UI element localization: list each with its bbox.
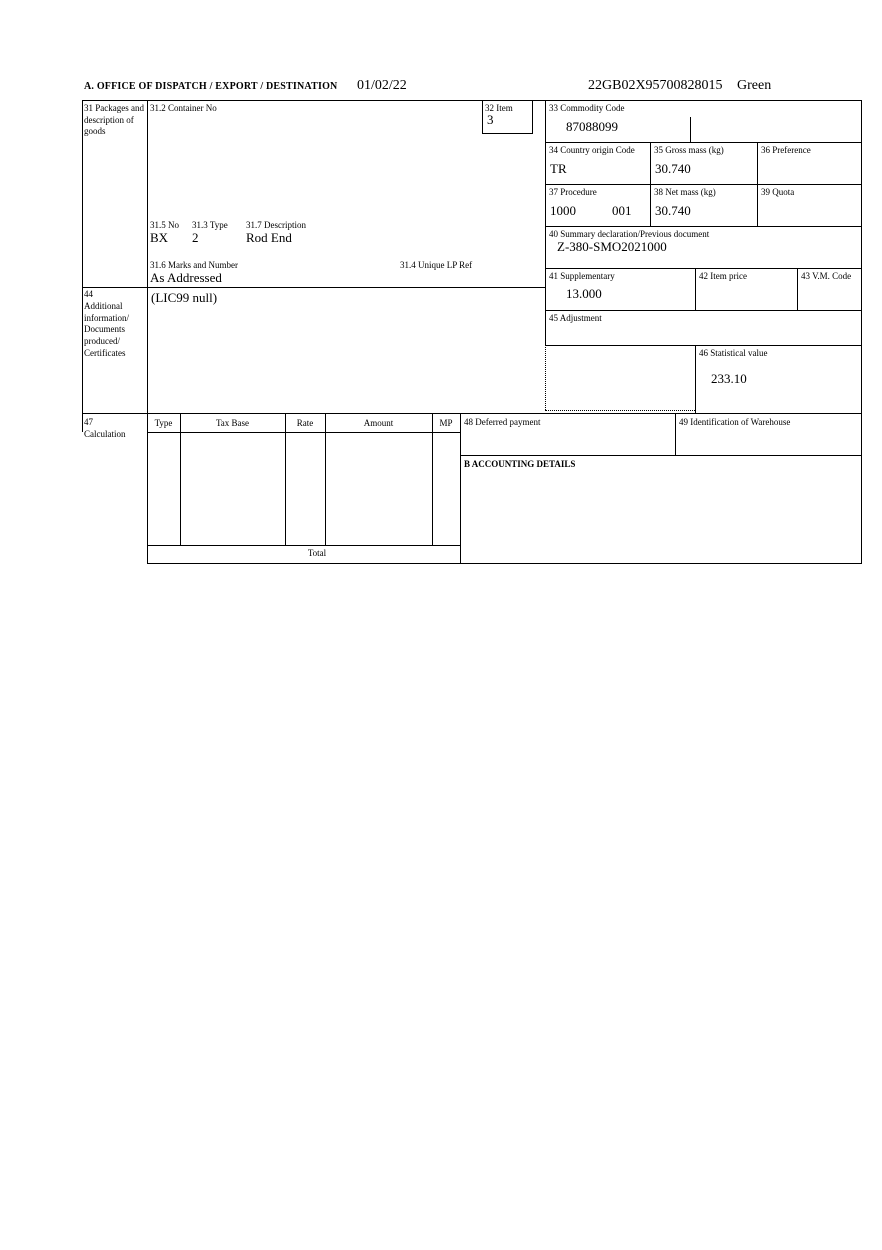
packages-no-value: BX [150, 230, 169, 245]
statistical-value-value: 233.10 [711, 371, 747, 386]
country-origin-value: TR [550, 161, 567, 176]
col-divider-41-42 [695, 268, 696, 310]
box44-caption-number: 44 [84, 289, 93, 299]
row-divider-33-34 [545, 142, 862, 143]
calc-right-border [460, 413, 461, 563]
declaration-date: 01/02/22 [357, 78, 407, 93]
commodity-code-value: 87088099 [566, 119, 618, 134]
item-price-label: 42 Item price [699, 271, 747, 281]
caption-column-divider [147, 100, 148, 563]
accounting-details-label: B ACCOUNTING DETAILS [464, 459, 576, 469]
unique-lp-ref-label: 31.4 Unique LP Ref [400, 260, 473, 270]
row-divider-45-46 [545, 345, 862, 346]
col-divider-42-43 [797, 268, 798, 310]
packages-no-label: 31.5 No [150, 220, 179, 230]
preference-label: 36 Preference [761, 145, 811, 155]
statistical-area-dotted-bottom [545, 410, 695, 411]
supplementary-label: 41 Supplementary [549, 271, 615, 281]
commodity-code-subdivision [690, 117, 691, 142]
procedure-value-1: 1000 [550, 203, 576, 218]
commodity-code-label: 33 Commodity Code [549, 103, 625, 113]
box47-top-border [82, 413, 862, 414]
marks-number-value: As Addressed [150, 270, 222, 285]
calc-total-label: Total [307, 548, 327, 558]
marks-number-label: 31.6 Marks and Number [150, 260, 238, 270]
packages-type-value: 2 [192, 230, 199, 245]
box47-caption: Calculation [84, 429, 126, 439]
col-divider-48-49 [675, 413, 676, 455]
adjustment-label: 45 Adjustment [549, 313, 602, 323]
row-divider-48-B [460, 455, 862, 456]
gross-mass-label: 35 Gross mass (kg) [654, 145, 724, 155]
gross-mass-value: 30.740 [655, 161, 691, 176]
procedure-label: 37 Procedure [549, 187, 597, 197]
vm-code-label: 43 V.M. Code [801, 271, 852, 281]
calc-header-underline [147, 432, 460, 433]
routing-status: Green [737, 78, 772, 93]
net-mass-value: 30.740 [655, 203, 691, 218]
item-number-value: 3 [487, 112, 494, 127]
form-top-border [82, 100, 862, 101]
form-left-border [82, 100, 83, 432]
row-divider-40-41 [545, 268, 862, 269]
packages-description-label: 31.7 Description [246, 220, 306, 230]
row-divider-34-37 [545, 184, 862, 185]
supplementary-value: 13.000 [566, 286, 602, 301]
box32-right-border [532, 100, 533, 133]
identification-warehouse-label: 49 Identification of Warehouse [679, 417, 791, 427]
box31-caption: 31 Packages and description of goods [84, 103, 144, 137]
office-of-dispatch-title: A. OFFICE OF DISPATCH / EXPORT / DESTINATION [84, 81, 338, 92]
packages-description-value: Rod End [246, 230, 292, 245]
row-divider-37-40 [545, 226, 862, 227]
calc-total-topline [147, 545, 460, 546]
statistical-area-dotted-left [545, 345, 546, 410]
form-bottom-border [147, 563, 862, 564]
box46-left-border [695, 345, 696, 413]
col-divider-35-36 [757, 142, 758, 226]
procedure-value-2: 001 [612, 203, 632, 218]
calc-col-mp-header: MP [439, 418, 453, 428]
country-origin-label: 34 Country origin Code [549, 145, 635, 155]
form-right-border [861, 100, 862, 563]
calc-col-amount-header: Amount [363, 418, 394, 428]
box31-box44-divider [82, 287, 545, 288]
mrn-number: 22GB02X95700828015 [588, 78, 723, 93]
box32-bottom-border [482, 133, 533, 134]
net-mass-label: 38 Net mass (kg) [654, 187, 716, 197]
col-divider-34-35 [650, 142, 651, 226]
box44-caption: Additional information/ Documents produced/ Certificates [84, 301, 129, 358]
container-no-label: 31.2 Container No [150, 103, 217, 113]
deferred-payment-label: 48 Deferred payment [464, 417, 541, 427]
box47-caption-number: 47 [84, 417, 93, 427]
calc-col-rate-header: Rate [296, 418, 314, 428]
calc-col-taxbase-header: Tax Base [215, 418, 250, 428]
calc-col-type-header: Type [154, 418, 173, 428]
summary-declaration-label: 40 Summary declaration/Previous document [549, 229, 710, 239]
packages-type-label: 31.3 Type [192, 220, 228, 230]
statistical-value-label: 46 Statistical value [699, 348, 768, 358]
quota-label: 39 Quota [761, 187, 795, 197]
box32-left-border [482, 100, 483, 133]
row-divider-41-45 [545, 310, 862, 311]
additional-information-value: (LIC99 null) [151, 290, 218, 305]
right-column-left-border [545, 100, 546, 345]
summary-declaration-value: Z-380-SMO2021000 [557, 239, 667, 254]
item-number-label: 32 Item [485, 103, 513, 113]
